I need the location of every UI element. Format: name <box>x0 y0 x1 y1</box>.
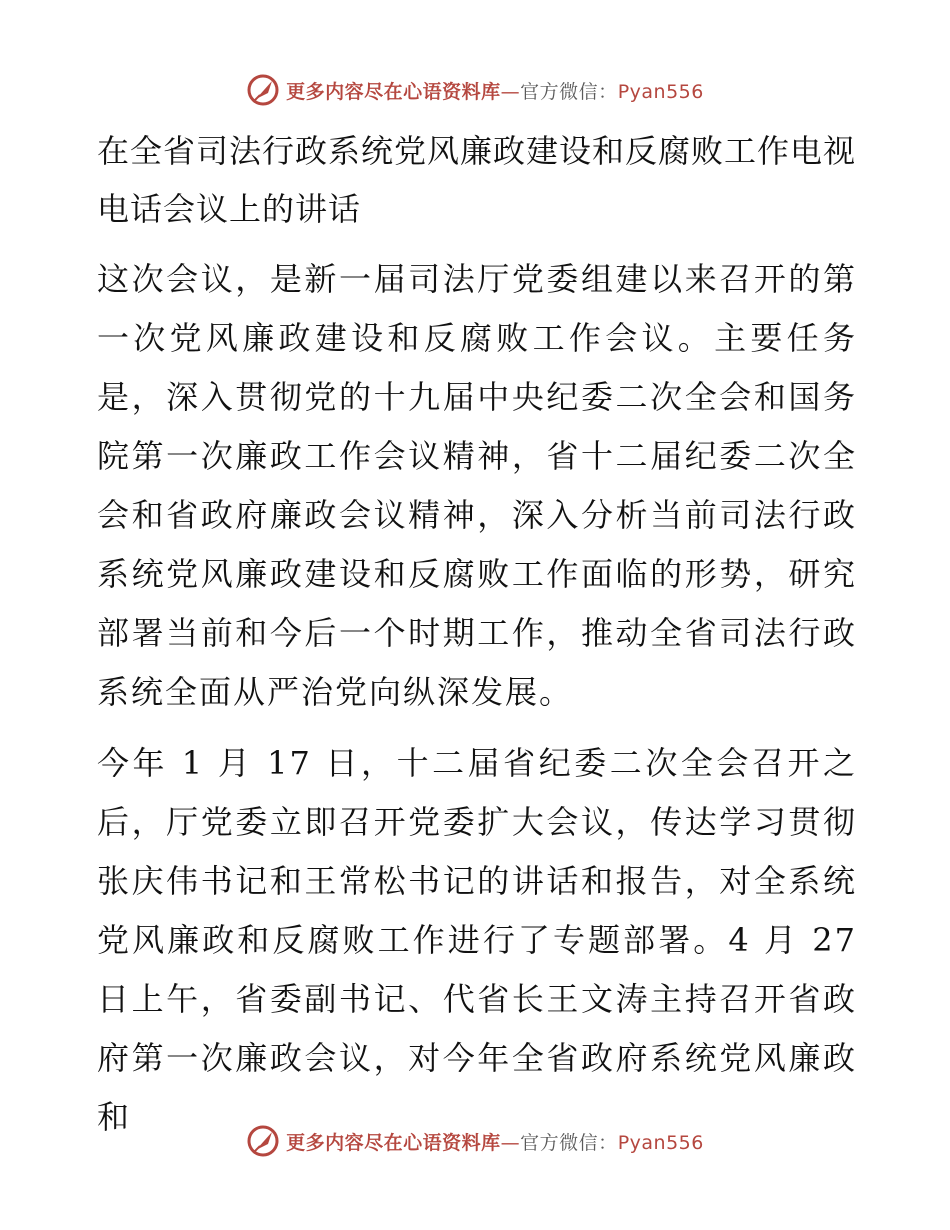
watermark-site: 更多内容尽在心语资料库 <box>286 80 501 103</box>
paragraph-2: 今年 1 月 17 日，十二届省纪委二次全会召开之后，厅党委立即召开党委扩大会议，传达学习贯彻张庆伟书记和王常松书记的讲话和报告，对全系统党风廉政和反腐败工作进行了专题部署。4 月 27 日上午，省委副书记、代省长王文涛主持召开省政府第一次廉政会议，对今年全省政府系统党风廉政和 <box>97 744 857 1136</box>
quill-circle-icon <box>246 1124 280 1158</box>
watermark-site: 更多内容尽在心语资料库 <box>286 1131 501 1154</box>
watermark-separator: — <box>500 1131 521 1154</box>
quill-circle-icon <box>246 73 280 107</box>
paragraph-1: 这次会议，是新一届司法厅党委组建以来召开的第一次党风廉政建设和反腐败工作会议。主要任务是，深入贯彻党的十九届中央纪委二次全会和国务院第一次廉政工作会议精神，省十二届纪委二次全会和省政府廉政会议精神，深入分析当前司法行政系统党风廉政建设和反腐败工作面临的形势，研究部署当前和今后一个时期工作，推动全省司法行政系统全面从严治党向纵深发展。 <box>97 260 857 711</box>
footer-watermark <box>0 1121 950 1161</box>
watermark-account: Pyan556 <box>617 80 704 103</box>
document-title: 在全省司法行政系统党风廉政建设和反腐败工作电视电话会议上的讲话 <box>97 132 857 228</box>
watermark-wechat-label: 官方微信： <box>520 1131 618 1154</box>
watermark-account: Pyan556 <box>617 1131 704 1154</box>
header-watermark <box>0 70 950 110</box>
watermark-text <box>286 77 704 104</box>
watermark-wechat-label: 官方微信： <box>520 80 618 103</box>
watermark-text <box>286 1128 704 1155</box>
document-body <box>97 122 857 1159</box>
watermark-separator: — <box>500 80 521 103</box>
